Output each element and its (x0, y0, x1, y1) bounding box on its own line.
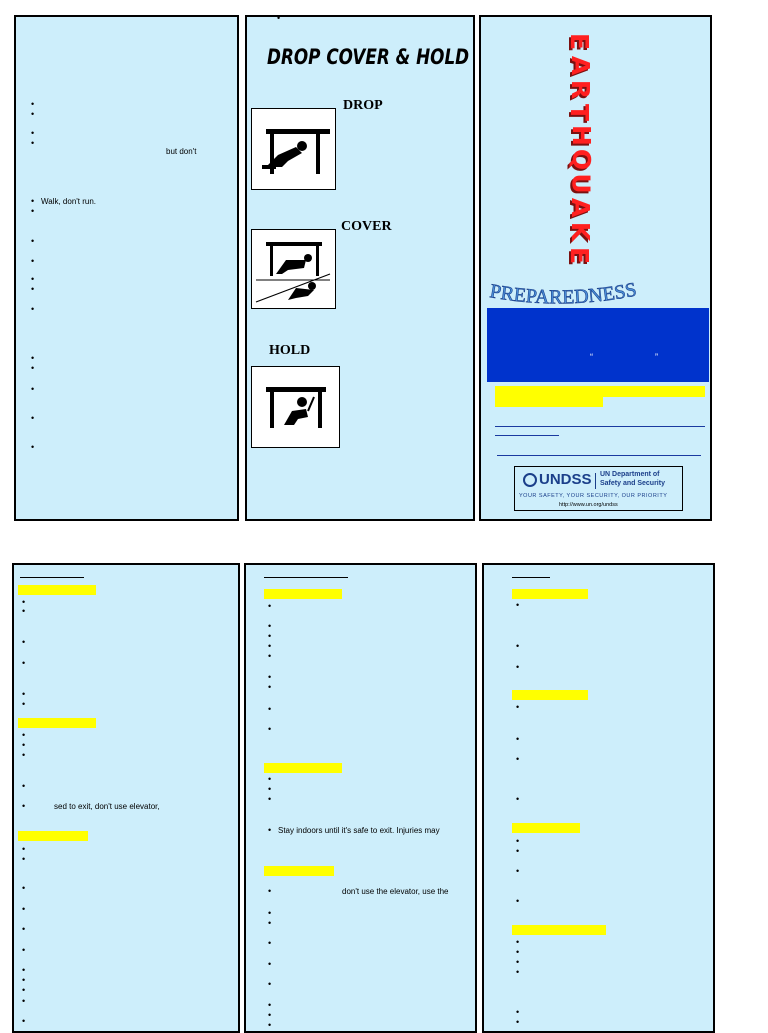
bullet: • (22, 1016, 26, 1026)
bullet: • (268, 682, 272, 692)
logo-dept-line1: UN Department of (600, 471, 660, 478)
bullet: • (31, 413, 35, 423)
bullet: • (22, 597, 26, 607)
text-snippet: Walk, don't run. (41, 197, 97, 206)
highlight-bar (512, 589, 588, 599)
bullet: • (22, 985, 26, 995)
bullet: • (31, 353, 35, 363)
heading-underline (512, 577, 550, 578)
bullet: • (31, 384, 35, 394)
text-snippet: but don't (166, 147, 197, 156)
earthquake-letter: R (566, 79, 596, 100)
bottom-middle-panel (244, 563, 477, 1033)
bullet: • (22, 854, 26, 864)
bullet: • (22, 801, 26, 811)
bullet: • (516, 600, 520, 610)
bullet: • (22, 781, 26, 791)
logo-url[interactable]: http://www.un.org/undss (559, 502, 618, 508)
bullet: • (268, 794, 272, 804)
bullet: • (31, 109, 35, 119)
bullet: • (516, 662, 520, 672)
bullet: • (268, 774, 272, 784)
heading-underline (264, 577, 348, 578)
bullet: • (516, 754, 520, 764)
earthquake-letter: E (565, 246, 595, 265)
bullet: • (268, 825, 272, 835)
bullet: • (268, 672, 272, 682)
highlight-bar (495, 397, 603, 407)
bullet: • (516, 734, 520, 744)
bullet: • (516, 947, 520, 957)
undss-logo (514, 466, 683, 511)
bullet: • (31, 138, 35, 148)
highlight-bar (18, 831, 88, 841)
bullet: • (516, 1017, 520, 1027)
bullet: • (22, 844, 26, 854)
un-emblem-icon (523, 473, 537, 487)
bullet: • (22, 750, 26, 760)
bullet: • (268, 1000, 272, 1010)
bullet: • (268, 784, 272, 794)
logo-dept-line2: Safety and Security (600, 480, 665, 487)
bullet: • (268, 959, 272, 969)
bullet: • (516, 937, 520, 947)
bullet: • (31, 363, 35, 373)
bullet: • (268, 918, 272, 928)
bullet: • (268, 641, 272, 651)
highlight-bar (512, 823, 580, 833)
svg-text:PREPAREDNESS (488, 279, 638, 309)
bullet: • (268, 908, 272, 918)
cover-label: COVER (341, 219, 392, 234)
bullet: • (268, 979, 272, 989)
bullet: • (268, 724, 272, 734)
preparedness-text: PREPAREDNESS (488, 278, 639, 309)
text-snippet: sed to exit, don't use elevator, (54, 802, 160, 811)
bullet: • (516, 957, 520, 967)
bullet: • (22, 975, 26, 985)
quote-open: “ (590, 352, 593, 362)
bullet: • (22, 658, 26, 668)
earthquake-letter: K (566, 221, 596, 242)
bullet: • (22, 637, 26, 647)
bullet: • (22, 730, 26, 740)
bullet: • (516, 967, 520, 977)
bullet: • (31, 304, 35, 314)
top-middle-panel (245, 15, 475, 521)
highlight-bar (264, 866, 334, 876)
heading-underline (20, 577, 84, 578)
bullet: • (516, 896, 520, 906)
bullet: • (31, 128, 35, 138)
logo-divider (595, 473, 596, 489)
bullet: • (31, 196, 35, 206)
bullet: • (22, 883, 26, 893)
logo-text: UNDSS (539, 471, 592, 488)
bullet: • (22, 996, 26, 1006)
bullet: • (31, 442, 35, 452)
drop-cover-hold-title: DROP COVER & HOLD (267, 45, 470, 69)
text-snippet: don't use the elevator, use the (342, 887, 449, 896)
bullet: • (268, 651, 272, 661)
bullet: • (31, 236, 35, 246)
highlight-bar (264, 589, 342, 599)
highlight-bar (18, 718, 96, 728)
blue-banner (487, 308, 709, 382)
bullet: • (22, 965, 26, 975)
drop-label: DROP (343, 98, 383, 113)
bullet: • (516, 702, 520, 712)
hold-label: HOLD (269, 343, 311, 358)
bullet: • (268, 1010, 272, 1020)
earthquake-letter: A (566, 55, 596, 76)
bullet: • (516, 836, 520, 846)
bullet: • (31, 206, 35, 216)
bullet: • (268, 601, 272, 611)
cover-illustration (251, 229, 336, 309)
bullet: • (22, 699, 26, 709)
earthquake-letter: Q (567, 148, 597, 171)
highlight-bar (512, 690, 588, 700)
bullet: • (31, 274, 35, 284)
bullet: • (22, 740, 26, 750)
bullet: • (516, 641, 520, 651)
text-snippet: Stay indoors until it's safe to exit. Injuries may (278, 826, 440, 835)
earthquake-letter: E (565, 32, 595, 51)
bullet: • (31, 99, 35, 109)
earthquake-letter: T (565, 103, 595, 122)
highlight-bar (264, 763, 342, 773)
bullet: • (516, 846, 520, 856)
bottom-left-panel (12, 563, 240, 1033)
bullet: • (22, 689, 26, 699)
bullet: • (22, 904, 26, 914)
bullet: • (268, 886, 272, 896)
bullet: • (31, 256, 35, 266)
quote-close: ” (655, 352, 658, 362)
bullet: • (22, 945, 26, 955)
bullet: • (268, 938, 272, 948)
bullet: • (31, 284, 35, 294)
bullet: • (516, 866, 520, 876)
bullet: • (268, 621, 272, 631)
bullet: • (22, 606, 26, 616)
top-left-panel (14, 15, 239, 521)
bottom-right-panel (482, 563, 715, 1033)
drop-illustration (251, 108, 336, 190)
highlight-bar (512, 925, 606, 935)
bullet: • (268, 1020, 272, 1030)
hold-illustration (251, 366, 340, 448)
bullet: • (277, 13, 281, 23)
earthquake-letter: U (566, 173, 596, 194)
preparedness-arc (483, 253, 711, 313)
top-right-panel (479, 15, 712, 521)
highlight-bar (495, 386, 705, 397)
bullet: • (268, 704, 272, 714)
logo-tagline: YOUR SAFETY, YOUR SECURITY, OUR PRIORITY (519, 493, 668, 499)
earthquake-letter: H (566, 125, 596, 146)
earthquake-title (559, 29, 619, 274)
link-line (497, 455, 701, 456)
bullet: • (268, 631, 272, 641)
link-line (495, 435, 559, 436)
bullet: • (516, 794, 520, 804)
bullet: • (516, 1007, 520, 1017)
highlight-bar (18, 585, 96, 595)
earthquake-letter: A (566, 197, 596, 218)
link-line (495, 426, 705, 427)
bullet: • (22, 924, 26, 934)
